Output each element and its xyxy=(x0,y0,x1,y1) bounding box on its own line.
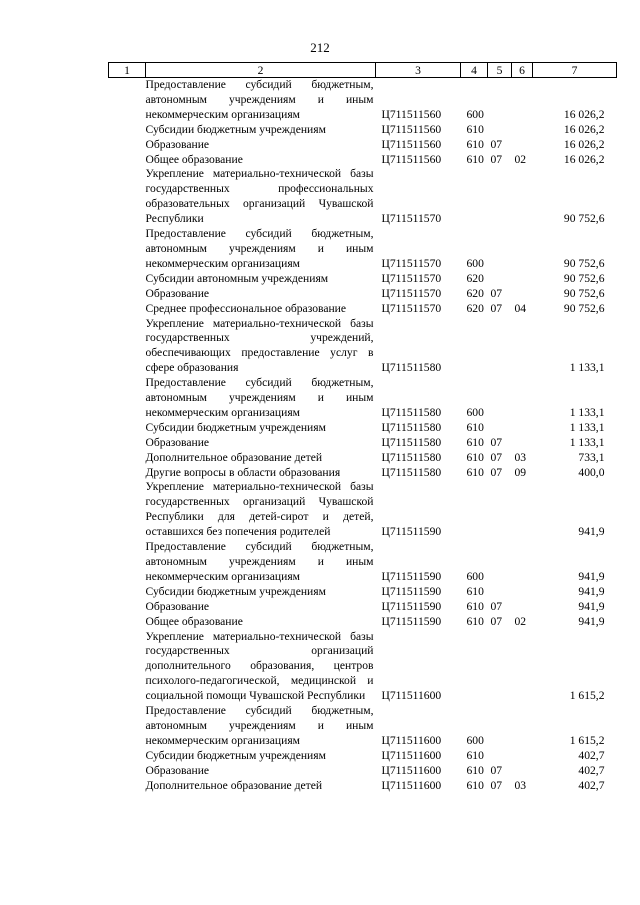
cell-subsection: 04 xyxy=(514,301,527,315)
cell-col-1 xyxy=(109,704,146,749)
cell-name: Дополнительное образование детей xyxy=(145,778,323,792)
cell-target-code: Ц711511600 xyxy=(381,763,442,777)
cell-col-1 xyxy=(109,466,146,481)
cell-expense-type: 610 xyxy=(466,465,484,479)
cell-col-1 xyxy=(109,78,146,123)
cell-target-code: Ц711511560 xyxy=(381,137,442,151)
cell-section xyxy=(488,630,512,705)
cell-target-code: Ц711511580 xyxy=(381,405,442,419)
cell-target-code: Ц711511600 xyxy=(381,778,442,792)
cell-name: Общее образование xyxy=(145,152,243,166)
table-row xyxy=(109,272,617,287)
cell-expense-type: 610 xyxy=(466,420,484,434)
cell-expense-type xyxy=(461,630,488,705)
table-row xyxy=(109,123,617,138)
table-row xyxy=(109,585,617,600)
cell-col-1 xyxy=(109,451,146,466)
table-row xyxy=(109,227,617,272)
cell-subsection xyxy=(512,480,533,540)
cell-section: 07 xyxy=(490,301,503,315)
cell-expense-type: 600 xyxy=(466,733,484,747)
cell-col-1 xyxy=(109,287,146,302)
table-row xyxy=(109,749,617,764)
cell-expense-type xyxy=(461,317,488,377)
cell-name: Образование xyxy=(145,435,210,449)
cell-col-1 xyxy=(109,421,146,436)
cell-section xyxy=(488,540,512,585)
cell-section: 07 xyxy=(490,778,503,792)
cell-expense-type: 620 xyxy=(466,271,484,285)
cell-section xyxy=(488,78,512,123)
cell-target-code: Ц711511560 xyxy=(381,122,442,136)
cell-expense-type: 600 xyxy=(466,107,484,121)
cell-expense-type: 610 xyxy=(466,122,484,136)
cell-name: Общее образование xyxy=(145,614,243,628)
cell-target-code: Ц711511560 xyxy=(381,152,442,166)
cell-expense-type: 610 xyxy=(466,137,484,151)
cell-col-1 xyxy=(109,480,146,540)
table-row xyxy=(109,317,617,377)
table-row xyxy=(109,451,617,466)
cell-name: Укрепление материально-технической базы государственных организаций дополнительного образования, центров психолого-педагогической, медицинской и социальной помощи Чувашской Республики xyxy=(145,629,374,703)
cell-col-1 xyxy=(109,376,146,421)
cell-expense-type: 620 xyxy=(466,286,484,300)
cell-target-code: Ц711511600 xyxy=(381,733,442,747)
cell-expense-type: 610 xyxy=(466,763,484,777)
cell-amount: 941,9 xyxy=(578,584,605,598)
cell-section: 07 xyxy=(490,599,503,613)
cell-subsection xyxy=(512,630,533,705)
cell-target-code: Ц711511580 xyxy=(381,450,442,464)
cell-expense-type: 610 xyxy=(466,450,484,464)
cell-col-1 xyxy=(109,630,146,705)
table-row xyxy=(109,153,617,168)
cell-expense-type: 600 xyxy=(466,256,484,270)
cell-subsection xyxy=(512,540,533,585)
cell-amount: 941,9 xyxy=(578,525,605,539)
header-col-3: 3 xyxy=(376,63,461,78)
cell-section xyxy=(488,376,512,421)
cell-amount: 941,9 xyxy=(578,599,605,613)
cell-name: Субсидии автономным учреждениям xyxy=(145,271,329,285)
cell-expense-type: 600 xyxy=(466,569,484,583)
cell-col-1 xyxy=(109,138,146,153)
header-col-7: 7 xyxy=(533,63,617,78)
table-row xyxy=(109,167,617,227)
table-row xyxy=(109,615,617,630)
cell-target-code: Ц711511580 xyxy=(381,361,442,375)
cell-subsection xyxy=(512,78,533,123)
cell-expense-type: 610 xyxy=(466,435,484,449)
cell-section: 07 xyxy=(490,614,503,628)
cell-target-code: Ц711511570 xyxy=(381,256,442,270)
cell-name: Укрепление материально-технической базы государственных организаций Чувашской Республики для детей-сирот и детей, оставшихся без попечения родителей xyxy=(145,480,374,539)
cell-section xyxy=(488,272,512,287)
cell-subsection: 02 xyxy=(514,152,527,166)
cell-target-code: Ц711511590 xyxy=(381,525,442,539)
cell-subsection: 02 xyxy=(514,614,527,628)
cell-subsection xyxy=(512,272,533,287)
table-row xyxy=(109,78,617,123)
header-col-5: 5 xyxy=(488,63,512,78)
cell-expense-type xyxy=(461,167,488,227)
cell-section xyxy=(488,749,512,764)
cell-amount: 1 615,2 xyxy=(569,733,605,747)
header-col-2: 2 xyxy=(146,63,376,78)
cell-amount: 402,7 xyxy=(578,763,605,777)
cell-amount: 90 752,6 xyxy=(563,212,605,226)
cell-amount: 16 026,2 xyxy=(563,137,605,151)
cell-section: 07 xyxy=(490,763,503,777)
cell-target-code: Ц711511580 xyxy=(381,420,442,434)
table-row xyxy=(109,436,617,451)
cell-section xyxy=(488,585,512,600)
cell-amount: 402,7 xyxy=(578,748,605,762)
cell-amount: 90 752,6 xyxy=(563,256,605,270)
cell-name: Предоставление субсидий бюджетным, автономным учреждениям и иным некоммерческим организациям xyxy=(145,540,374,583)
table-row xyxy=(109,376,617,421)
cell-expense-type: 610 xyxy=(466,584,484,598)
table-row xyxy=(109,600,617,615)
cell-name: Субсидии бюджетным учреждениям xyxy=(145,748,326,762)
cell-name: Субсидии бюджетным учреждениям xyxy=(145,122,326,136)
cell-col-1 xyxy=(109,167,146,227)
cell-amount: 1 133,1 xyxy=(569,435,605,449)
cell-amount: 941,9 xyxy=(578,569,605,583)
cell-col-1 xyxy=(109,272,146,287)
cell-amount: 90 752,6 xyxy=(563,301,605,315)
header-row xyxy=(109,63,617,78)
cell-col-1 xyxy=(109,153,146,168)
cell-col-1 xyxy=(109,749,146,764)
cell-section: 07 xyxy=(490,465,503,479)
cell-col-1 xyxy=(109,317,146,377)
cell-target-code: Ц711511560 xyxy=(381,107,442,121)
cell-expense-type xyxy=(461,480,488,540)
table-row xyxy=(109,630,617,705)
cell-name: Предоставление субсидий бюджетным, автономным учреждениям и иным некоммерческим организациям xyxy=(145,227,374,270)
cell-subsection xyxy=(512,123,533,138)
cell-section: 07 xyxy=(490,137,503,151)
cell-amount: 941,9 xyxy=(578,614,605,628)
cell-name: Другие вопросы в области образования xyxy=(145,465,341,479)
cell-amount: 400,0 xyxy=(578,465,605,479)
cell-target-code: Ц711511590 xyxy=(381,584,442,598)
cell-subsection xyxy=(512,317,533,377)
cell-name: Укрепление материально-технической базы государственных учреждений, обеспечивающих предоставление услуг в сфере образования xyxy=(145,316,374,375)
cell-expense-type: 610 xyxy=(466,778,484,792)
cell-col-1 xyxy=(109,779,146,794)
cell-subsection: 09 xyxy=(514,465,527,479)
table-row xyxy=(109,138,617,153)
cell-col-1 xyxy=(109,123,146,138)
cell-subsection xyxy=(512,421,533,436)
cell-section xyxy=(488,227,512,272)
cell-subsection xyxy=(512,704,533,749)
cell-expense-type: 610 xyxy=(466,599,484,613)
cell-target-code: Ц711511590 xyxy=(381,614,442,628)
cell-name: Дополнительное образование детей xyxy=(145,450,323,464)
cell-col-1 xyxy=(109,227,146,272)
table-row xyxy=(109,540,617,585)
table-row xyxy=(109,302,617,317)
cell-name: Среднее профессиональное образование xyxy=(145,301,347,315)
cell-subsection: 03 xyxy=(514,778,527,792)
cell-target-code: Ц711511600 xyxy=(381,748,442,762)
cell-name: Предоставление субсидий бюджетным, автономным учреждениям и иным некоммерческим организациям xyxy=(145,376,374,419)
cell-col-1 xyxy=(109,302,146,317)
table-row xyxy=(109,764,617,779)
table-row xyxy=(109,421,617,436)
cell-subsection xyxy=(512,287,533,302)
cell-name: Предоставление субсидий бюджетным, автономным учреждениям и иным некоммерческим организациям xyxy=(145,78,374,121)
cell-subsection xyxy=(512,227,533,272)
cell-name: Субсидии бюджетным учреждениям xyxy=(145,420,326,434)
cell-name: Образование xyxy=(145,763,210,777)
cell-section xyxy=(488,704,512,749)
cell-expense-type: 620 xyxy=(466,301,484,315)
cell-section: 07 xyxy=(490,286,503,300)
table-row xyxy=(109,466,617,481)
cell-subsection xyxy=(512,138,533,153)
table-row xyxy=(109,704,617,749)
cell-amount: 1 615,2 xyxy=(569,689,605,703)
cell-col-1 xyxy=(109,615,146,630)
cell-subsection xyxy=(512,436,533,451)
cell-section: 07 xyxy=(490,152,503,166)
cell-target-code: Ц711511600 xyxy=(381,689,442,703)
cell-name: Образование xyxy=(145,599,210,613)
header-col-6: 6 xyxy=(512,63,533,78)
table-header xyxy=(109,63,617,78)
cell-section xyxy=(488,123,512,138)
cell-col-1 xyxy=(109,585,146,600)
cell-amount: 16 026,2 xyxy=(563,122,605,136)
header-col-1: 1 xyxy=(109,63,146,78)
cell-expense-type: 610 xyxy=(466,748,484,762)
cell-name: Субсидии бюджетным учреждениям xyxy=(145,584,326,598)
cell-target-code: Ц711511590 xyxy=(381,569,442,583)
cell-amount: 1 133,1 xyxy=(569,420,605,434)
cell-expense-type: 610 xyxy=(466,614,484,628)
table-body xyxy=(109,78,617,794)
cell-subsection xyxy=(512,376,533,421)
cell-target-code: Ц711511570 xyxy=(381,286,442,300)
cell-name: Образование xyxy=(145,137,210,151)
cell-section xyxy=(488,480,512,540)
cell-target-code: Ц711511580 xyxy=(381,435,442,449)
cell-col-1 xyxy=(109,600,146,615)
cell-target-code: Ц711511590 xyxy=(381,599,442,613)
cell-subsection: 03 xyxy=(514,450,527,464)
cell-target-code: Ц711511570 xyxy=(381,301,442,315)
cell-name: Предоставление субсидий бюджетным, автономным учреждениям и иным некоммерческим организациям xyxy=(145,704,374,747)
cell-name: Укрепление материально-технической базы государственных профессиональных образовательных организаций Чувашской Республики xyxy=(145,167,374,226)
cell-subsection xyxy=(512,764,533,779)
cell-amount: 90 752,6 xyxy=(563,271,605,285)
cell-amount: 90 752,6 xyxy=(563,286,605,300)
cell-amount: 1 133,1 xyxy=(569,405,605,419)
cell-amount: 16 026,2 xyxy=(563,107,605,121)
cell-amount: 1 133,1 xyxy=(569,361,605,375)
cell-subsection xyxy=(512,749,533,764)
table-row xyxy=(109,287,617,302)
cell-col-1 xyxy=(109,436,146,451)
cell-subsection xyxy=(512,585,533,600)
budget-table xyxy=(108,62,617,794)
cell-section xyxy=(488,317,512,377)
cell-section: 07 xyxy=(490,450,503,464)
cell-section xyxy=(488,421,512,436)
header-col-4: 4 xyxy=(461,63,488,78)
cell-section xyxy=(488,167,512,227)
cell-target-code: Ц711511570 xyxy=(381,271,442,285)
cell-amount: 402,7 xyxy=(578,778,605,792)
cell-subsection xyxy=(512,600,533,615)
page-number: 212 xyxy=(310,40,330,55)
cell-amount: 16 026,2 xyxy=(563,152,605,166)
cell-subsection xyxy=(512,167,533,227)
cell-target-code: Ц711511580 xyxy=(381,465,442,479)
cell-expense-type: 600 xyxy=(466,405,484,419)
cell-target-code: Ц711511570 xyxy=(381,212,442,226)
cell-amount: 733,1 xyxy=(578,450,605,464)
cell-expense-type: 610 xyxy=(466,152,484,166)
cell-col-1 xyxy=(109,540,146,585)
cell-section: 07 xyxy=(490,435,503,449)
cell-name: Образование xyxy=(145,286,210,300)
table-row xyxy=(109,480,617,540)
cell-col-1 xyxy=(109,764,146,779)
table-row xyxy=(109,779,617,794)
